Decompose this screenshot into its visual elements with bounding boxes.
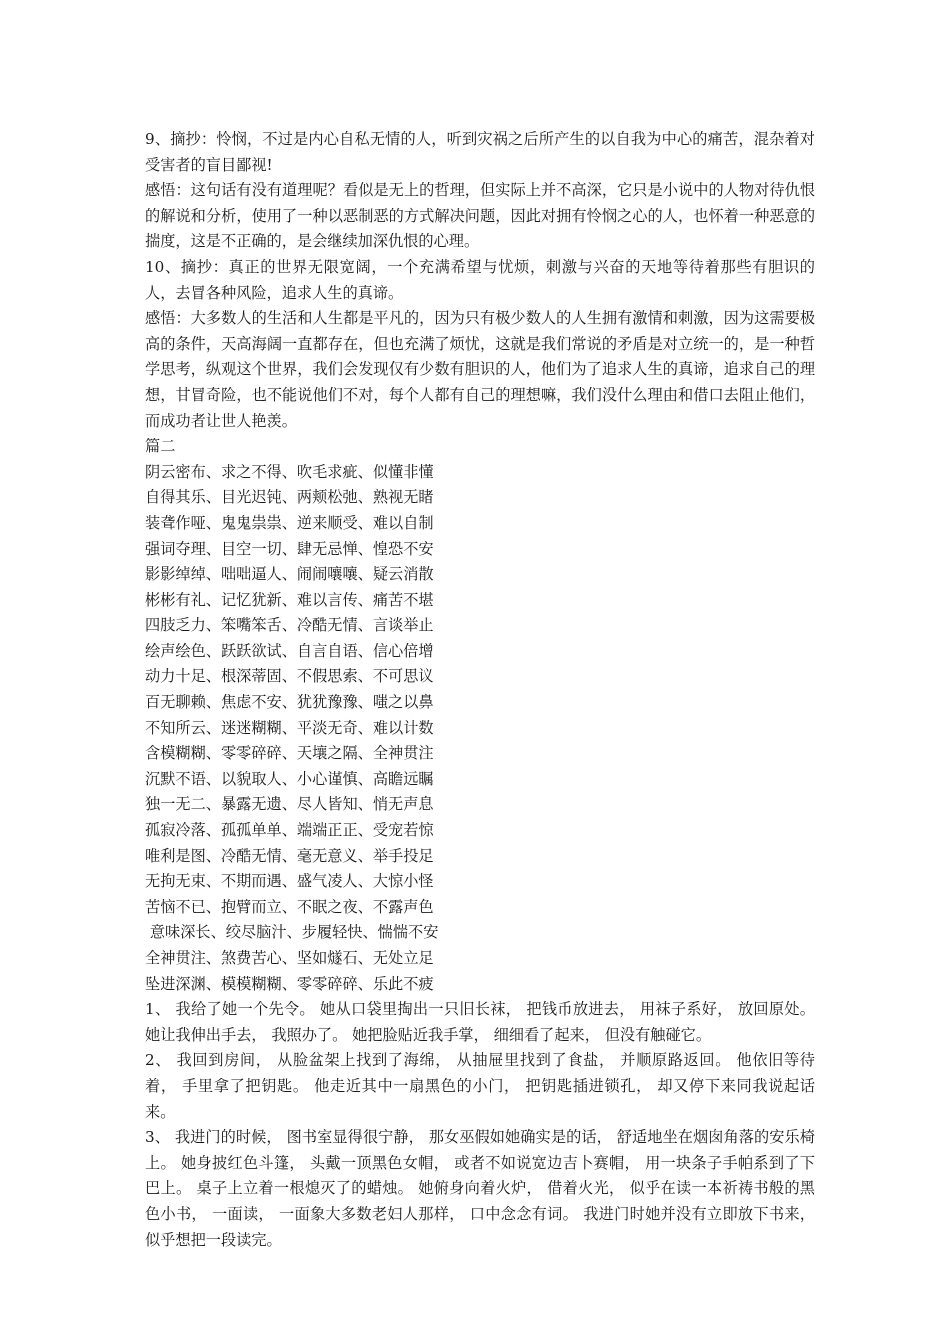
idiom-line: 百无聊赖、焦虑不安、犹犹豫豫、嗤之以鼻 (145, 693, 434, 712)
idiom-line: 动力十足、根深蒂固、不假思索、不可思议 (145, 667, 434, 686)
idiom-line: 唯利是图、冷酷无情、毫无意义、举手投足 (145, 846, 434, 865)
idiom-line: 影影绰绰、咄咄逼人、闹闹嚷嚷、疑云消散 (145, 565, 434, 584)
numbered-paragraph-1: 1、 我给了她一个先令。 她从口袋里掏出一只旧长袜， 把钱币放进去， 用袜子系好， 放回原处。 她让我伸出手去， 我照办了。 她把脸贴近我手掌， 细细看了起来， 但没有触碰它。 (145, 1000, 815, 1044)
numbered-paragraph-3: 3、 我进门的时候， 图书室显得很宁静， 那女巫假如她确实是的话， 舒适地坐在烟囱角落的安乐椅上。 她身披红色斗篷， 头戴一顶黑色女帽， 或者不如说宽边吉卜赛帽， 用一块条子手帕系到了下巴上。 桌子上立着一根熄灭了的蜡烛。 她俯身向着火炉， 借着火光， 似乎在读一本祈祷书般的黑色小书， 一面读， 一面象大多数老妇人那样， 口中念念有词。 我进门时她并没有立即放下书来， 似乎想把一段读完。 (145, 1128, 815, 1249)
idiom-line: 四肢乏力、笨嘴笨舌、冷酷无情、言谈举止 (145, 616, 434, 635)
idiom-list (145, 460, 815, 997)
idiom-line: 强词夺理、目空一切、肆无忌惮、惶恐不安 (145, 539, 434, 558)
idiom-line: 自得其乐、目光迟钝、两颊松弛、熟视无睹 (145, 488, 434, 507)
excerpt-10: 10、摘抄：真正的世界无限宽阔，一个充满希望与忧烦，刺激与兴奋的天地等待着那些有胆识的人，去冒各种风险，追求人生的真谛。 (145, 257, 815, 302)
document-page (145, 127, 815, 1253)
idiom-line: 沉默不语、以貌取人、小心谨慎、高瞻远瞩 (145, 769, 434, 788)
reflection-10: 感悟：大多数人的生活和人生都是平凡的，因为只有极少数人的人生拥有激情和刺激，因为这需要极高的条件，天高海阔一直都存在，但也充满了烦忧，这就是我们常说的矛盾是对立统一的，是一种哲学思考，纵观这个世界，我们会发现仅有少数有胆识的人，他们为了追求人生的真谛，追求自己的理想，甘冒奇险，也不能说他们不对，每个人都有自己的理想嘛，我们没什么理由和借口去阻止他们，而成功者让世人艳羡。 (145, 309, 815, 430)
idiom-line: 无拘无束、不期而遇、盛气凌人、大惊小怪 (145, 872, 434, 891)
idiom-line: 苦恼不已、抱臂而立、不眠之夜、不露声色 (145, 897, 434, 916)
idiom-line: 独一无二、暴露无遗、尽人皆知、悄无声息 (145, 795, 434, 814)
idiom-line: 全神贯注、煞费苦心、坚如燧石、无处立足 (145, 949, 434, 967)
idiom-line: 彬彬有礼、记忆犹新、难以言传、痛苦不堪 (145, 590, 434, 609)
section-heading: 篇二 (145, 437, 176, 456)
numbered-paragraph-2: 2、 我回到房间， 从脸盆架上找到了海绵， 从抽屉里找到了食盐， 并顺原路返回。 他依旧等待着， 手里拿了把钥匙。 他走近其中一扇黑色的小门， 把钥匙插进锁孔， 却又停下来同我说起话来。 (145, 1051, 815, 1121)
idiom-line: 绘声绘色、跃跃欲试、自言自语、信心倍增 (145, 641, 434, 660)
idiom-line: 含模糊糊、零零碎碎、天壤之隔、全神贯注 (145, 744, 434, 763)
idiom-line: 意味深长、绞尽脑汁、步履轻快、惴惴不安 (145, 923, 439, 942)
idiom-line: 装聋作哑、鬼鬼祟祟、逆来顺受、难以自制 (145, 513, 434, 532)
excerpt-9: 9、摘抄：怜悯，不过是内心自私无情的人，听到灾祸之后所产生的以自我为中心的痛苦，混杂着对受害者的盲目鄙视! (145, 130, 815, 174)
idiom-line: 阴云密布、求之不得、吹毛求疵、似懂非懂 (145, 462, 434, 481)
idiom-line: 孤寂冷落、孤孤单单、端端正正、受宠若惊 (145, 821, 434, 840)
reflection-9: 感悟：这句话有没有道理呢？看似是无上的哲理，但实际上并不高深，它只是小说中的人物对待仇恨的解说和分析，使用了一种以恶制恶的方式解决问题，因此对拥有怜悯之心的人，也怀着一种恶意的揣度，这是不正确的，是会继续加深仇恨的心理。 (145, 181, 815, 251)
idiom-line: 坠进深渊、模模糊糊、零零碎碎、乐此不疲 (145, 974, 434, 993)
idiom-line: 不知所云、迷迷糊糊、平淡无奇、难以计数 (145, 718, 434, 737)
